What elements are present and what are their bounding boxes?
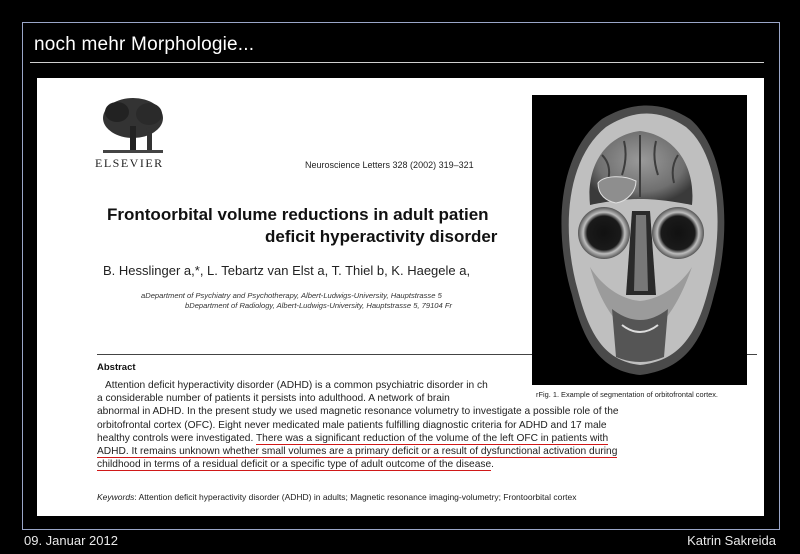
abstract-line xyxy=(97,458,737,471)
footer-author: Katrin Sakreida xyxy=(687,533,776,548)
footer-date: 09. Januar 2012 xyxy=(24,533,118,548)
abstract-line: Attention deficit hyperactivity disorder (ADHD) is a common psychiatric disorder in ch xyxy=(105,380,488,391)
abstract-heading: Abstract xyxy=(97,362,136,373)
highlighted-sentence: There was a significant reduction of the volume of the left OFC in patients with xyxy=(255,432,609,444)
affiliation-a: aDepartment of Psychiatry and Psychotherapy, Albert-Ludwigs-University, Hauptstrasse 5 xyxy=(141,291,442,300)
figure-caption xyxy=(536,390,760,399)
title-divider xyxy=(30,62,764,63)
abstract-line: a considerable number of patients it persists into adulthood. A network of brain xyxy=(97,393,450,405)
keywords-text: : Attention deficit hyperactivity disorder (ADHD) in adults; Magnetic resonance imaging-volumetry; Frontoorbital cortex xyxy=(134,492,577,502)
mri-coronal-image xyxy=(532,95,747,385)
highlighted-sentence: ADHD. It remains unknown whether small volumes are a primary deficit or a result of dysfunctional activation during xyxy=(97,445,618,457)
keywords xyxy=(97,492,577,502)
journal-reference: Neuroscience Letters 328 (2002) 319–321 xyxy=(305,160,474,170)
paper-authors: B. Hesslinger a,*, L. Tebartz van Elst a, T. Thiel b, K. Haegele a, xyxy=(103,263,471,278)
abstract-line xyxy=(97,445,737,458)
highlighted-sentence: childhood in terms of a residual deficit or a specific type of adult outcome of the disease xyxy=(97,459,492,471)
mri-scan-drawing xyxy=(532,95,747,385)
paper-title-line-2: deficit hyperactivity disorder xyxy=(265,227,498,246)
affiliation-b: bDepartment of Radiology, Albert-Ludwigs-University, Hauptstrasse 5, 79104 Fr xyxy=(185,301,453,310)
abstract-text: . xyxy=(491,459,494,471)
abstract-text: healthy controls were investigated. xyxy=(97,432,256,444)
figure-caption-prefix: r xyxy=(536,390,539,399)
abstract-line: abnormal in ADHD. In the present study we used magnetic resonance volumetry to investigate a possible role of the xyxy=(97,406,619,418)
abstract-line: orbitofrontal cortex (OFC). Eight never medicated male patients fulfilling diagnostic criteria for ADHD and 17 male xyxy=(97,419,607,431)
paper-title-line-1: Frontoorbital volume reductions in adult patien xyxy=(107,205,489,224)
paper-title xyxy=(107,204,577,248)
figure-caption-text: Fig. 1. Example of segmentation of orbitofrontal cortex. xyxy=(538,390,718,399)
publisher-name: ELSEVIER xyxy=(95,156,164,170)
abstract-line xyxy=(97,432,737,445)
keywords-label: Keywords xyxy=(97,492,135,502)
slide-title: noch mehr Morphologie... xyxy=(34,34,255,55)
elsevier-tree-logo xyxy=(97,96,169,158)
